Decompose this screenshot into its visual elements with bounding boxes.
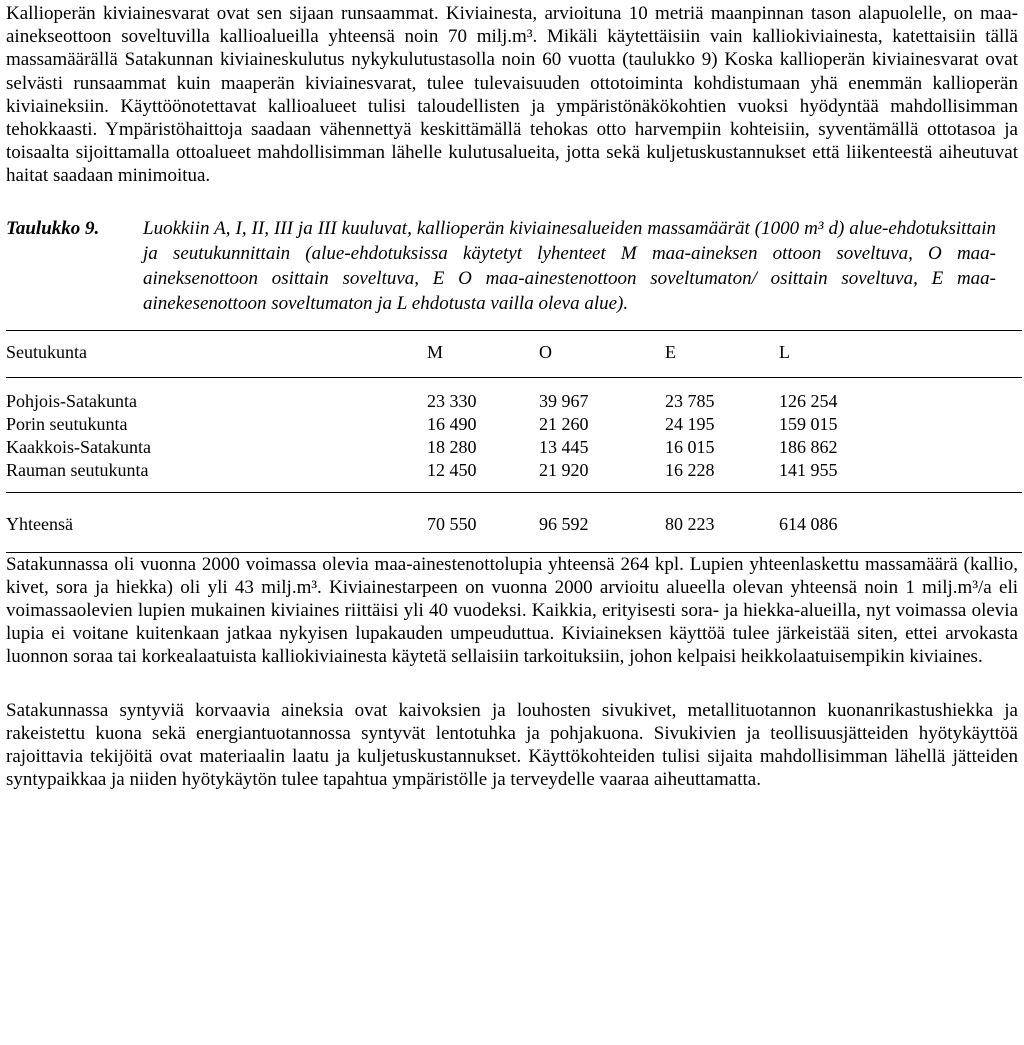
header-m: M [427, 330, 539, 377]
paragraph-3: Satakunnassa syntyviä korvaavia aineksia ovat kaivoksien ja louhosten sivukivet, metallituotannon kuonanrikastushiekka ja rakeistettu kuona sekä energiantuotannossa syntyvät lentotuhka ja pohjakuona. Sivukivien ja teollisuusjätteiden hyötykäyttöä rajoittavia tekijöitä ovat materiaalin laatu ja kuljetuskustannukset. Käyttökohteiden tulisi sijaita mahdollisimman lähellä jätteiden syntypaikkaa ja niiden hyötykäytön tulee tapahtua ympäristölle ja terveydelle vaaraa aiheuttamatta. [6, 699, 1018, 791]
cell-l: 186 862 [779, 436, 838, 457]
table-caption-text: Luokkiin A, I, II, III ja III kuuluvat, kallioperän kiviainesalueiden massamäärät (1000 m³ d) alue-ehdotuksittain ja seutukunnittain (alue-ehdotuksissa käytetyt lyhenteet M maa-aineksen ottoon soveltuva, O maa-aineksenottoon osittain soveltuva, E O maa-ainestenottoon soveltumaton/ osittain soveltuva, E maa-ainekesenottoon soveltumaton ja L ehdotusta vailla oleva alue). [143, 217, 996, 314]
table-header-row [6, 330, 1022, 377]
cell-e: 23 785 [665, 377, 779, 413]
table-row [6, 459, 1022, 493]
cell-e: 24 195 [665, 413, 715, 434]
cell-l: 159 015 [779, 413, 838, 434]
table-row [6, 436, 1022, 459]
total-l: 614 086 [779, 492, 1022, 552]
cell-m: 23 330 [427, 377, 539, 413]
total-label: Yhteensä [6, 492, 427, 552]
cell-l: 141 955 [779, 459, 838, 480]
cell-o: 21 260 [539, 413, 589, 434]
cell-e: 16 228 [665, 459, 715, 480]
cell-region: Kaakkois-Satakunta [6, 436, 151, 457]
header-seutukunta: Seutukunta [6, 330, 427, 377]
table-row [6, 377, 1022, 413]
total-e: 80 223 [665, 492, 779, 552]
table-row [6, 413, 1022, 436]
cell-m: 16 490 [427, 413, 477, 434]
cell-o: 13 445 [539, 436, 589, 457]
cell-region: Rauman seutukunta [6, 459, 149, 480]
header-l: L [779, 330, 1022, 377]
cell-l: 126 254 [779, 377, 1022, 413]
paragraph-1: Kallioperän kiviainesvarat ovat sen sijaan runsaammat. Kiviainesta, arvioituna 10 metriä maanpinnan tason alapuolelle, on maa-ainekseottoon soveltuvilla kallioalueilla yhteensä noin 70 milj.m³. Mikäli käytettäisiin vain kalliokiviainesta, katettaisiin tällä massamäärällä Satakunnan kiviaineskulutus nykykulutustasolla noin 60 vuotta (taulukko 9) Koska kallioperän kiviainesvarat ovat selvästi runsaammat kuin maaperän kiviainesvarat, tulee tulevaisuuden ottotoiminta kohdistumaan yhä enemmän kallioperän kiviaineksiin. Käyttöönotettavat kallioalueet tulisi taloudellisten ja ympäristönäkökohtien vuoksi hyödyntää mahdollisimman tehokkaasti. Ympäristöhaittoja saadaan vähennettyä keskittämällä tehokas otto harvempiin kohteisiin, syventämällä ottotasoa ja toisaalta sijoittamalla ottoalueet mahdollisimman lähelle kulutusalueita, jotta sekä kuljetuskustannukset että liikenteestä aiheutuvat haitat saadaan minimoitua. [6, 3, 1018, 187]
table-caption [6, 216, 1018, 316]
total-m: 70 550 [427, 492, 539, 552]
table-9 [6, 330, 1022, 553]
cell-e: 16 015 [665, 436, 715, 457]
cell-region: Porin seutukunta [6, 413, 128, 434]
header-o: O [539, 330, 665, 377]
header-e: E [665, 330, 779, 377]
paragraph-2: Satakunnassa oli vuonna 2000 voimassa olevia maa-ainestenottolupia yhteensä 264 kpl. Lupien yhteenlaskettu massamäärä (kallio, kivet, sora ja hiekka) oli yli 43 milj.m³. Kiviainestarpeen on vuonna 2000 arvioitu alueella olevan yhteensä noin 1 milj.m³/a eli voimassaolevien lupien mukainen kiviaines riittäisi yli 40 vuodeksi. Kaikkia, erityisesti sora- ja hiekka-alueilla, nyt voimassa olevia lupia ei voitane kuitenkaan jatkaa nykyisen lupakauden umpeuduttua. Kiviaineksen käyttöä tulee järkeistää siten, ettei arvokasta luonnon soraa tai korkealaatuista kalliokiviainesta käytetä sellaisiin tarkoituksiin, johon kelpaisi heikkolaatuisempikin kiviaines. [6, 553, 1018, 668]
total-o: 96 592 [539, 492, 665, 552]
table-label: Taulukko 9. [6, 217, 100, 239]
cell-region: Pohjois-Satakunta [6, 377, 427, 413]
cell-m: 18 280 [427, 436, 477, 457]
cell-o: 21 920 [539, 459, 589, 480]
cell-o: 39 967 [539, 377, 665, 413]
cell-m: 12 450 [427, 459, 477, 480]
table-total-row [6, 492, 1022, 552]
